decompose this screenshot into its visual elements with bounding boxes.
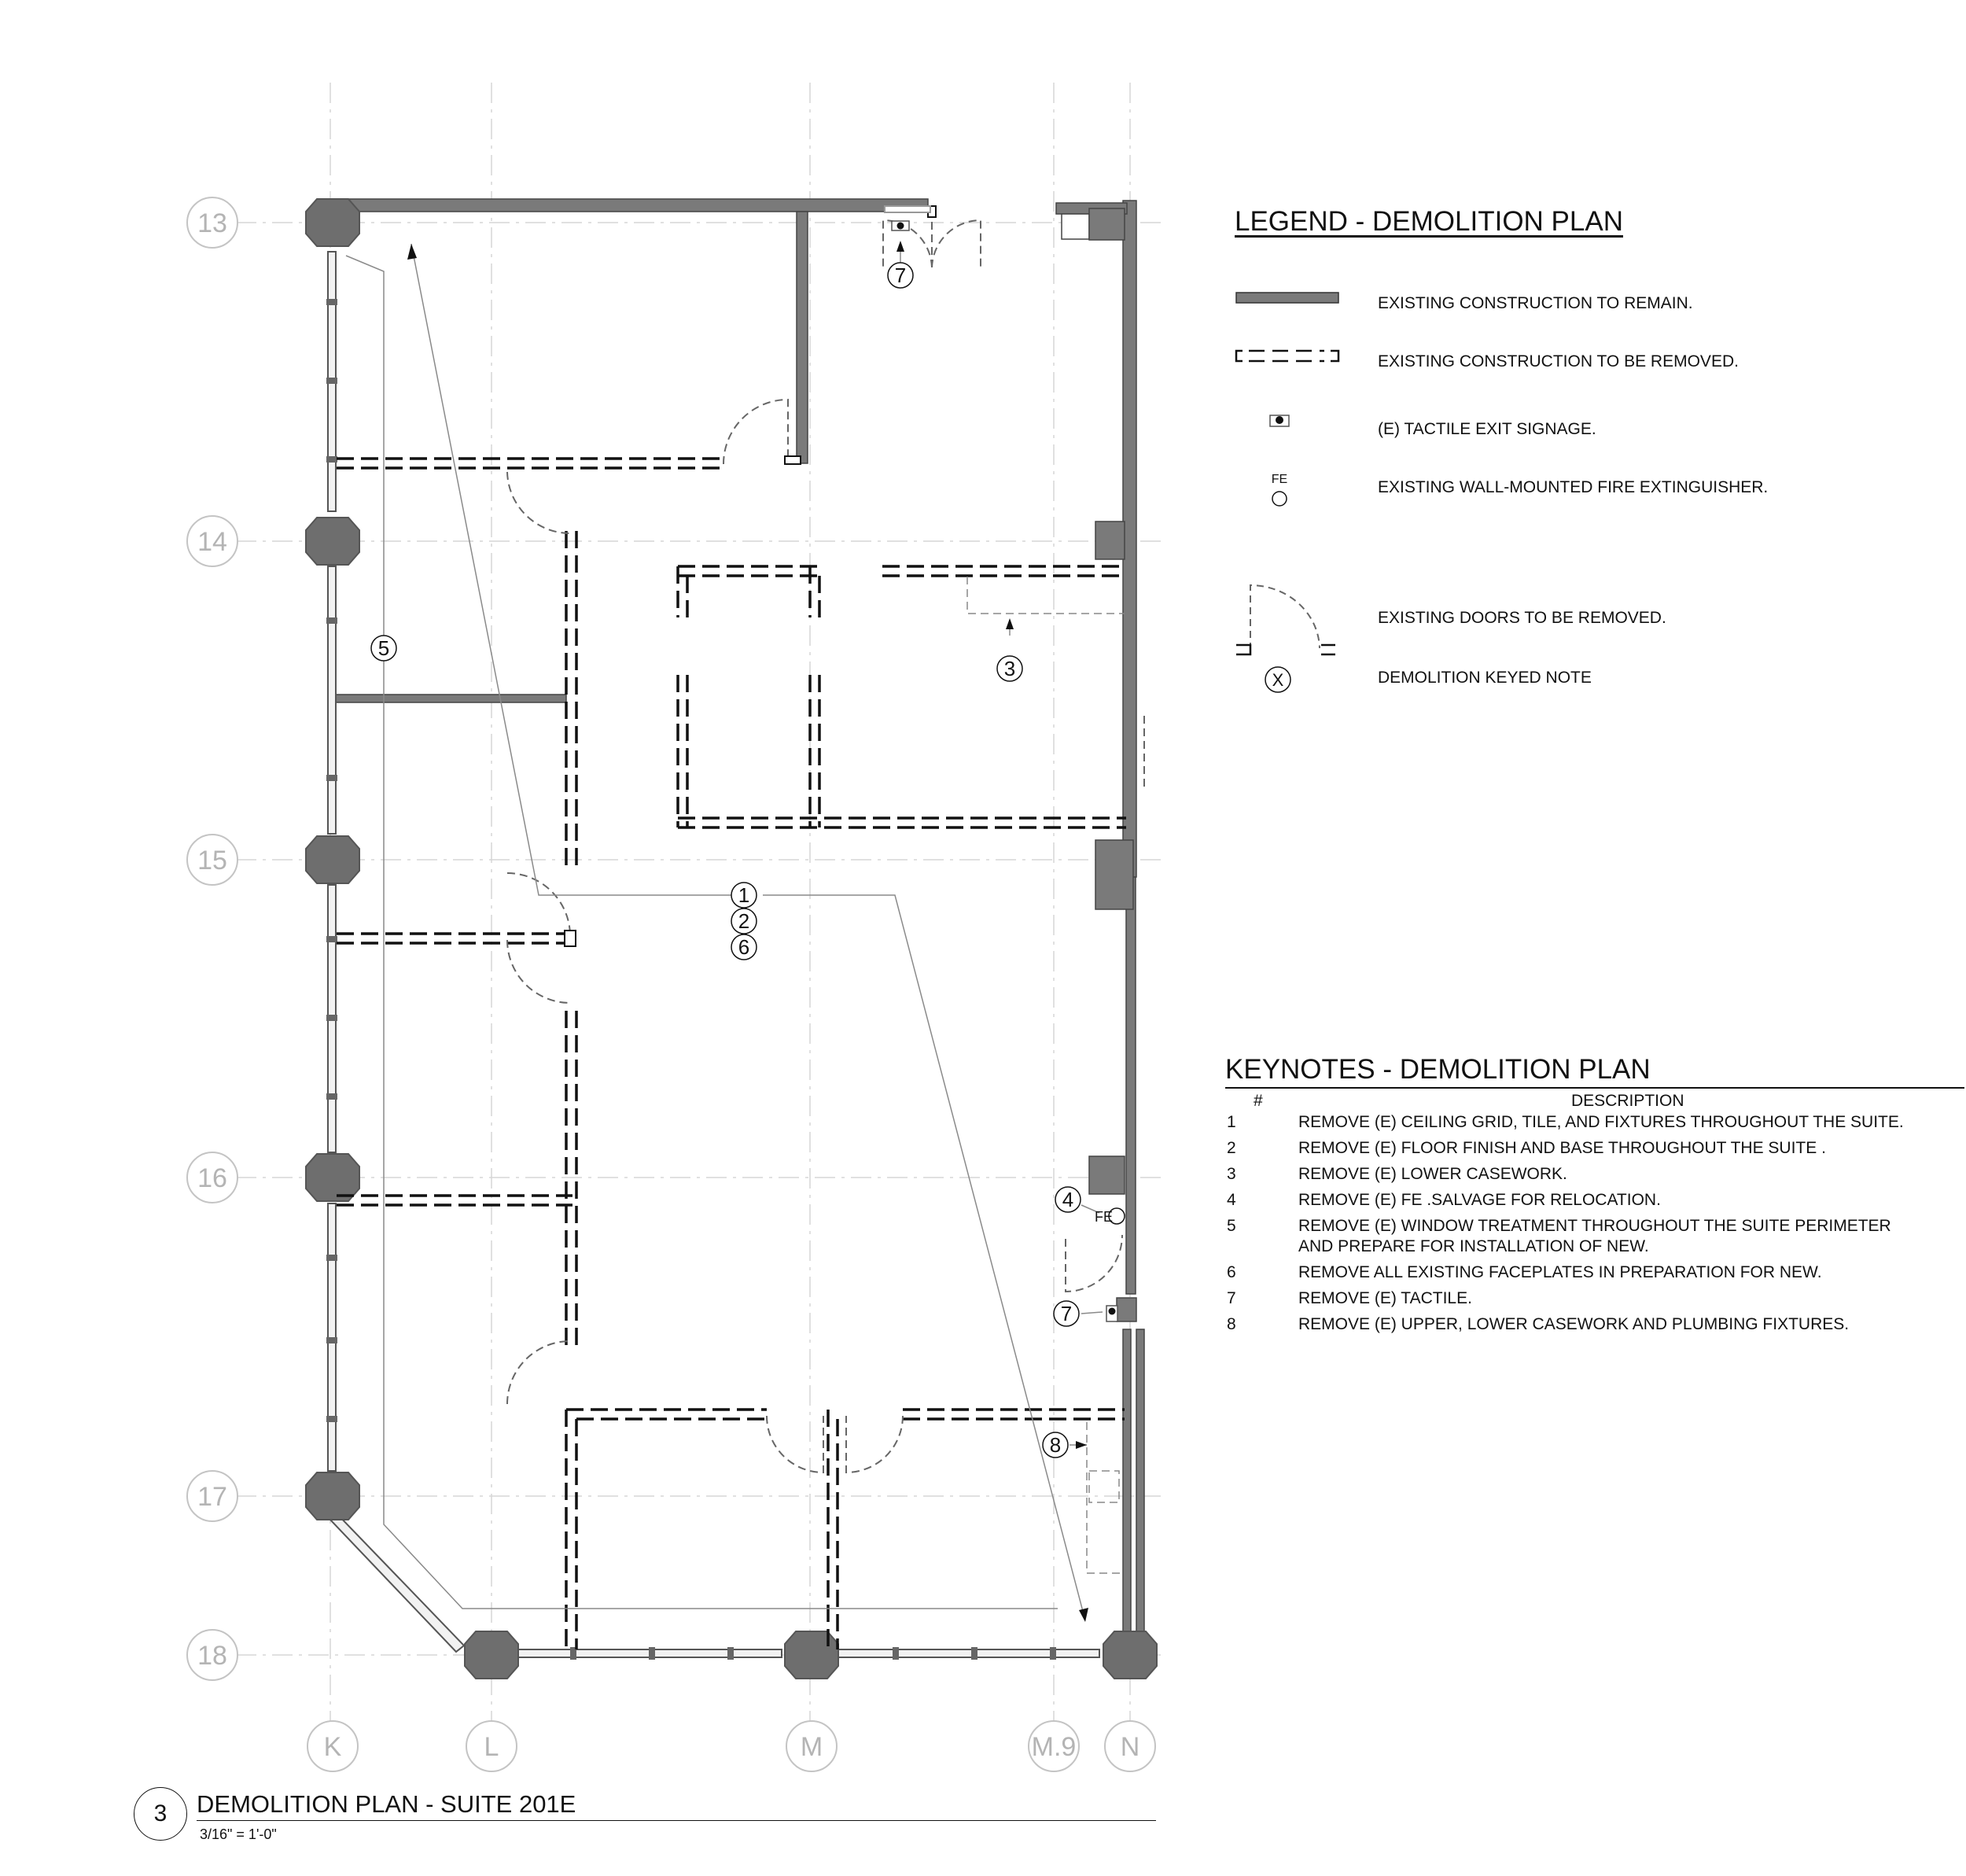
- keynotes-header: [1225, 1089, 1964, 1112]
- keynote-row: 3 REMOVE (E) LOWER CASEWORK.: [1227, 1165, 1567, 1183]
- legend-label: DEMOLITION KEYED NOTE: [1378, 669, 1592, 687]
- grid-row-16: 16: [197, 1163, 227, 1193]
- keynote-row: 2 REMOVE (E) FLOOR FINISH AND BASE THROUGHOUT THE SUITE .: [1227, 1139, 1826, 1157]
- legend-label: EXISTING CONSTRUCTION TO BE REMOVED.: [1378, 352, 1739, 370]
- grid-row-15: 15: [197, 846, 227, 875]
- keynote-tag-6: 6: [738, 935, 750, 959]
- keynote-tag-7-top: 7: [894, 264, 907, 287]
- solid-wall-icon: [1235, 288, 1345, 343]
- legend-item-fire-extinguisher: [1235, 472, 1927, 579]
- keynote-tag-7-bottom: 7: [1060, 1302, 1073, 1325]
- drawing-number: 3: [134, 1787, 187, 1841]
- tactile-exit-sign-icon: [1106, 1306, 1117, 1321]
- legend-title: LEGEND - DEMOLITION PLAN: [1235, 206, 1623, 237]
- structural-columns: [306, 199, 1157, 1679]
- grid-col-K: K: [323, 1732, 342, 1762]
- casework-to-be-removed: [967, 577, 1125, 1573]
- door-swing-icon: [1235, 579, 1345, 658]
- title-underline: [197, 1820, 1156, 1821]
- grid-bubbles-rows: [187, 197, 237, 1680]
- keynote-tag-5: 5: [377, 636, 390, 660]
- keynote-row: 7 REMOVE (E) TACTILE.: [1227, 1289, 1472, 1307]
- fire-extinguisher-icon: [1095, 1208, 1125, 1225]
- grid-col-L: L: [484, 1732, 499, 1762]
- door-swings-to-be-removed: [507, 219, 1144, 1472]
- grid-col-M: M: [800, 1732, 823, 1762]
- keynote-row: 5 REMOVE (E) WINDOW TREATMENT THROUGHOUT THE SUITE PERIMETER AND PREPARE FOR INSTALLATION OF NEW.: [1227, 1217, 1891, 1255]
- keyed-note-icon: [1235, 658, 1345, 713]
- fire-extinguisher-icon: [1235, 472, 1345, 527]
- grid-row-18: 18: [197, 1641, 227, 1671]
- keynotes-header-num: #: [1254, 1092, 1263, 1110]
- keynote-tag-2: 2: [738, 909, 750, 933]
- keynote-row: 4 REMOVE (E) FE .SALVAGE FOR RELOCATION.: [1227, 1191, 1661, 1209]
- legend-item-doors-removed: [1235, 579, 1927, 658]
- grid-bubbles-columns: [307, 1721, 1155, 1771]
- legend-item-to-be-removed: [1235, 346, 1927, 404]
- tactile-exit-sign-icon: [892, 221, 909, 230]
- drawing-title: DEMOLITION PLAN - SUITE 201E: [197, 1790, 576, 1818]
- legend-demolition-plan: [1235, 206, 1927, 716]
- drawing-scale: 3/16" = 1'-0": [200, 1826, 277, 1842]
- legend-label: EXISTING DOORS TO BE REMOVED.: [1378, 609, 1666, 627]
- grid-col-M9: M.9: [1031, 1732, 1077, 1762]
- grid-col-N: N: [1120, 1732, 1140, 1762]
- keynote-tag-4: 4: [1062, 1188, 1074, 1211]
- tactile-exit-sign-icon: [1235, 404, 1345, 459]
- legend-label: (E) TACTILE EXIT SIGNAGE.: [1378, 420, 1596, 438]
- dashed-wall-icon: [1235, 346, 1345, 401]
- keynotes-title: KEYNOTES - DEMOLITION PLAN: [1225, 1054, 1964, 1089]
- keynote-tag-1: 1: [738, 883, 750, 907]
- keynotes-header-desc: DESCRIPTION: [1571, 1092, 1684, 1110]
- svg-text:X: X: [1272, 670, 1284, 690]
- window-wall: [328, 252, 1099, 1657]
- legend-label: EXISTING WALL-MOUNTED FIRE EXTINGUISHER.: [1378, 478, 1769, 496]
- keynote-tag-3: 3: [1003, 657, 1016, 680]
- grid-lines: [236, 83, 1164, 1723]
- grid-row-13: 13: [197, 208, 227, 238]
- legend-label: EXISTING CONSTRUCTION TO REMAIN.: [1378, 294, 1693, 312]
- window-mullions: [326, 299, 1056, 1660]
- keynote-tag-8: 8: [1049, 1433, 1062, 1457]
- keynote-row: 1 REMOVE (E) CEILING GRID, TILE, AND FIXTURES THROUGHOUT THE SUITE.: [1227, 1113, 1904, 1131]
- keynote-row: 6 REMOVE ALL EXISTING FACEPLATES IN PREPARATION FOR NEW.: [1227, 1263, 1822, 1281]
- grid-row-17: 17: [197, 1482, 227, 1512]
- grid-row-14: 14: [197, 527, 227, 557]
- legend-item-tactile-exit: [1235, 404, 1927, 472]
- walls-to-be-removed: [337, 459, 1126, 1649]
- door-frames: [565, 206, 936, 946]
- keynotes-demolition-plan: [1225, 1054, 1964, 1340]
- legend-item-keyed-note: [1235, 658, 1927, 716]
- legend-item-existing-to-remain: [1235, 288, 1927, 346]
- keynote-row: 8 REMOVE (E) UPPER, LOWER CASEWORK AND PLUMBING FIXTURES.: [1227, 1315, 1850, 1333]
- svg-text:FE: FE: [1095, 1209, 1114, 1225]
- svg-text:FE: FE: [1271, 473, 1288, 486]
